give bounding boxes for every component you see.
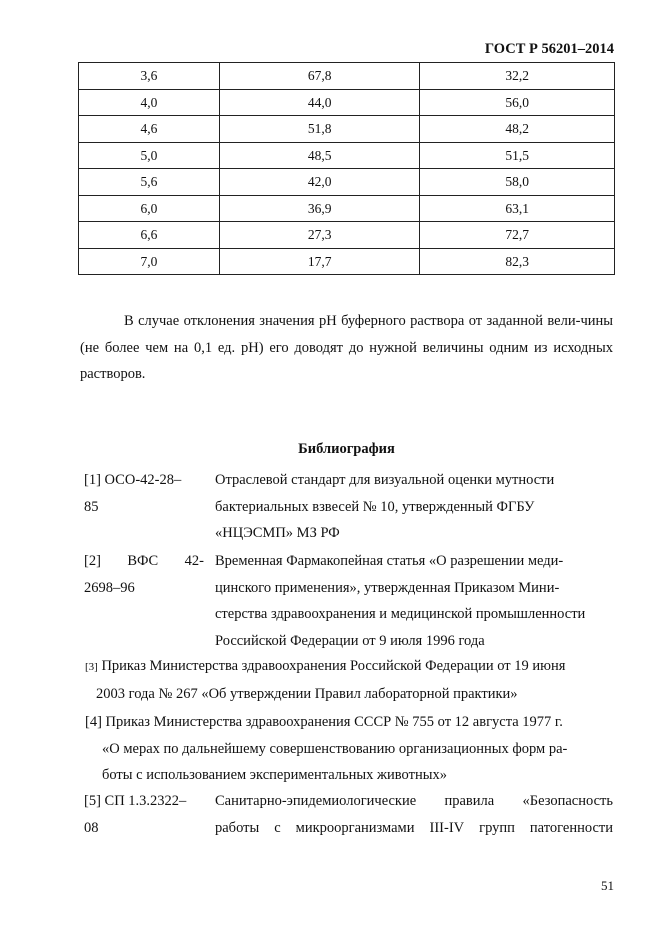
entry-1-reference (84, 467, 204, 520)
table-row (79, 63, 615, 90)
table-row (79, 142, 615, 169)
table-cell: 32,2 (420, 63, 615, 90)
table-body (79, 63, 615, 275)
entry-5-desc-line-2 (215, 815, 613, 842)
entry-5-word-3: «Безопасность (522, 793, 613, 809)
entry-4-line-3: боты с использованием экспериментальных животных» (102, 767, 447, 783)
entry-1-desc-line-2: бактериальных взвесей № 10, утвержденный ФГБУ (215, 498, 535, 515)
entry-2-desc-line-3: стерства здравоохранения и медицинской промышленности (215, 606, 586, 622)
entry-1-ref-line-1: [1] ОСО-42-28– (84, 472, 182, 488)
entry-1-desc-line-1: Отраслевой стандарт для визуальной оценки мутности (215, 472, 555, 488)
entry-2-ref-type: ВФС (127, 553, 159, 569)
entry-5-word-7: III-IV (429, 819, 465, 836)
table-cell: 72,7 (420, 222, 615, 249)
entry-5-word-4: работы (215, 819, 260, 836)
entry-2-desc-line-2: цинского применения», утвержденная Приказом Мини- (215, 579, 560, 596)
entry-2-ref-line-2: 2698–96 (84, 579, 135, 596)
entry-5-word-9: патогенности (529, 819, 613, 836)
table-cell: 4,6 (79, 116, 220, 143)
entry-3-line-1-text: Приказ Министерства здравоохранения Российской Федерации от 19 июня (101, 658, 566, 674)
entry-5-word-2: правила (444, 793, 495, 809)
table-cell: 6,0 (79, 195, 220, 222)
entry-5-description (215, 788, 613, 841)
ph-deviation-paragraph: В случае отклонения значения pH буферного раствора от заданной вели-чины (не более чем на 0,1 ед. pH) его доводят до нужной величины одним из исходных растворов. (80, 313, 613, 382)
entry-5-word-1: Санитарно-эпидемиологические (215, 793, 417, 809)
entry-2-ref-number: [2] (84, 553, 101, 569)
ph-buffer-table (78, 62, 615, 275)
table-row (79, 195, 615, 222)
table-cell: 67,8 (219, 63, 419, 90)
table-cell: 27,3 (219, 222, 419, 249)
entry-3-ref: [3] (85, 661, 98, 673)
table-cell: 6,6 (79, 222, 220, 249)
entry-3-line-1 (85, 653, 615, 681)
entry-1-desc-line-3: «НЦЭСМП» МЗ РФ (215, 525, 340, 541)
entry-5-ref-line-1: [5] СП 1.3.2322– (84, 793, 187, 809)
table-cell: 17,7 (219, 248, 419, 275)
entry-1-ref-line-2: 85 (84, 498, 99, 515)
table-cell: 5,0 (79, 142, 220, 169)
entry-2-desc-line-1: Временная Фармакопейная статья «О разрешении меди- (215, 553, 564, 569)
table-cell: 4,0 (79, 89, 220, 116)
entry-5-word-5: с (274, 819, 281, 836)
entry-2-ref-line-1 (84, 548, 204, 575)
entry-5-reference (84, 788, 204, 841)
table-row (79, 89, 615, 116)
table-cell: 5,6 (79, 169, 220, 196)
table-row (79, 116, 615, 143)
table-cell: 51,8 (219, 116, 419, 143)
document-code-header: ГОСТ Р 56201–2014 (484, 41, 614, 57)
entry-2-reference (84, 548, 204, 601)
entry-2-description (215, 548, 613, 654)
table-cell: 36,9 (219, 195, 419, 222)
entry-5-word-6: микроорганизмами (295, 819, 415, 836)
table-cell: 44,0 (219, 89, 419, 116)
table-cell: 63,1 (420, 195, 615, 222)
table-cell: 58,0 (420, 169, 615, 196)
table-cell: 42,0 (219, 169, 419, 196)
table-cell: 82,3 (420, 248, 615, 275)
table-cell: 56,0 (420, 89, 615, 116)
table-cell: 51,5 (420, 142, 615, 169)
bibliography-title: Библиография (298, 441, 395, 457)
entry-4-line-2: «О мерах по дальнейшему совершенствованию организационных форм ра- (102, 740, 568, 757)
table-cell: 3,6 (79, 63, 220, 90)
table-row (79, 222, 615, 249)
bibliography-entry-3 (85, 653, 615, 707)
table-cell: 48,5 (219, 142, 419, 169)
entry-5-word-8: групп (479, 819, 515, 836)
bibliography-entry-4 (85, 709, 615, 789)
table-cell: 48,2 (420, 116, 615, 143)
entry-5-ref-line-2: 08 (84, 819, 99, 836)
page-number: 51 (601, 878, 614, 893)
table-row (79, 248, 615, 275)
entry-1-description (215, 467, 613, 547)
entry-2-ref-code: 42- (184, 553, 204, 569)
entry-5-desc-line-1 (215, 788, 613, 815)
table-row (79, 169, 615, 196)
table-cell: 7,0 (79, 248, 220, 275)
entry-2-desc-line-4: Российской Федерации от 9 июля 1996 года (215, 632, 485, 649)
entry-4-line-1: [4] Приказ Министерства здравоохранения СССР № 755 от 12 августа 1977 г. (85, 714, 563, 730)
entry-3-line-2: 2003 года № 267 «Об утверждении Правил лабораторной практики» (96, 685, 518, 702)
